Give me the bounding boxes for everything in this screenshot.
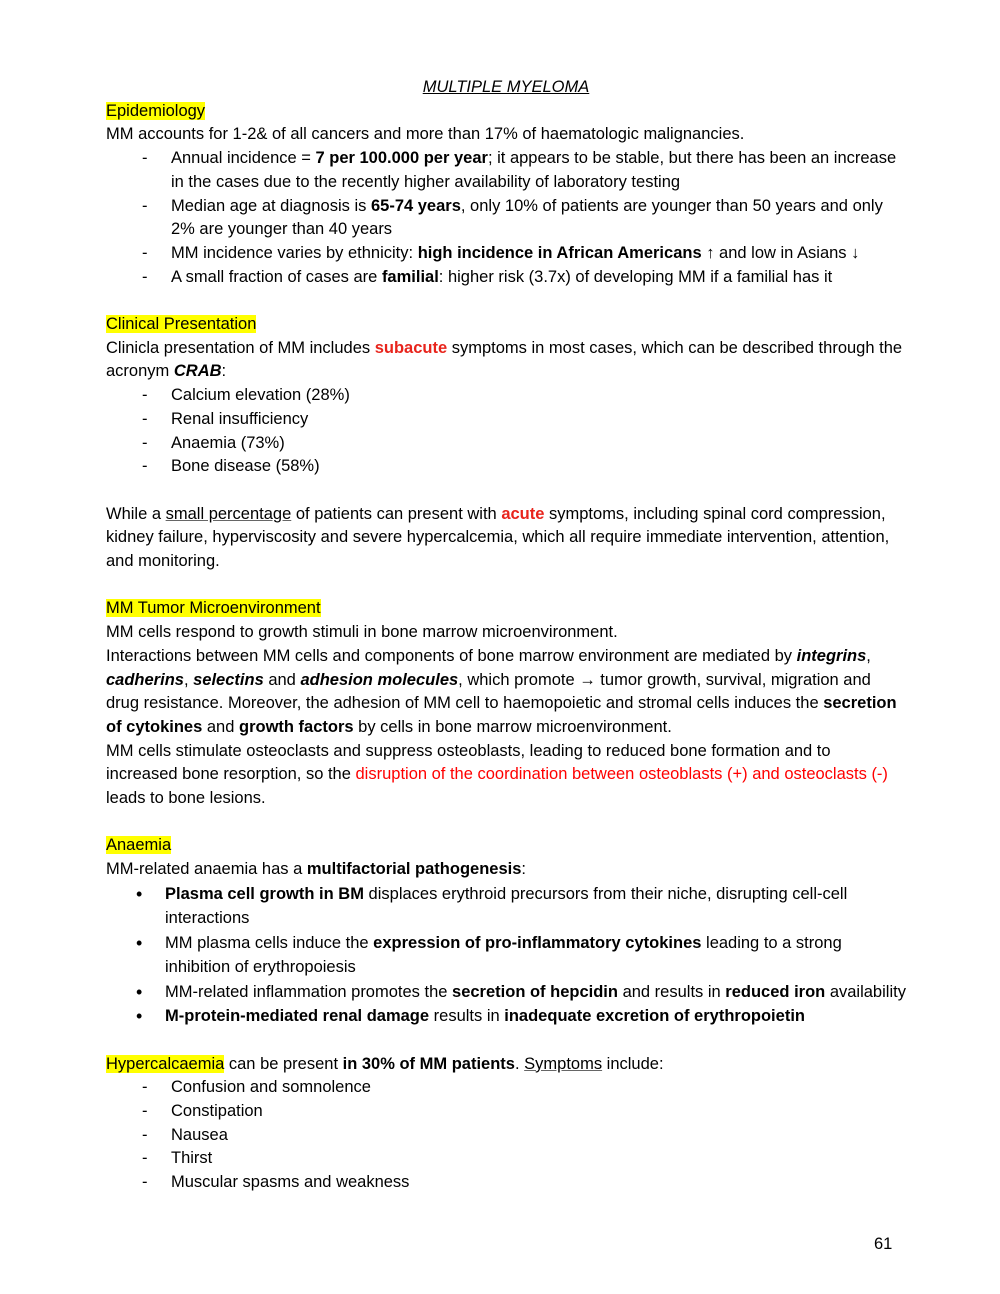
clinical-intro: Clinicla presentation of MM includes subacute symptoms in most cases, which can be described through the acronym CRAB: bbox=[106, 338, 903, 381]
list-item: - Thirst bbox=[106, 1147, 906, 1171]
document-page bbox=[106, 76, 906, 1195]
crab-list bbox=[106, 384, 906, 479]
list-item: - Median age at diagnosis is 65-74 years, only 10% of patients are younger than 50 years and only 2% are younger than 40 years bbox=[106, 195, 906, 242]
hypercalcaemia-symptoms-list bbox=[106, 1076, 906, 1195]
list-item: • MM-related inflammation promotes the secretion of hepcidin and results in reduced iron availability bbox=[106, 980, 906, 1005]
spacer bbox=[106, 289, 906, 313]
list-item: - Calcium elevation (28%) bbox=[106, 384, 906, 408]
epidemiology-intro: MM accounts for 1-2& of all cancers and more than 17% of haematologic malignancies. bbox=[106, 125, 745, 144]
list-item: - Constipation bbox=[106, 1100, 906, 1124]
anaemia-list bbox=[106, 882, 906, 1029]
epidemiology-heading bbox=[106, 100, 906, 124]
anaemia-intro: MM-related anaemia has a multifactorial pathogenesis: bbox=[106, 860, 526, 879]
list-item: - A small fraction of cases are familial: higher risk (3.7x) of developing MM if a familial has it bbox=[106, 266, 906, 290]
list-item: - Renal insufficiency bbox=[106, 408, 906, 432]
list-item: - Anaemia (73%) bbox=[106, 432, 906, 456]
list-item: - Annual incidence = 7 per 100.000 per year; it appears to be stable, but there has been an increase in the cases due to the recently higher availability of laboratory testing bbox=[106, 147, 906, 194]
list-item: - MM incidence varies by ethnicity: high incidence in African Americans ↑ and low in Asians ↓ bbox=[106, 242, 906, 266]
spacer bbox=[106, 811, 906, 835]
list-item: • M-protein-mediated renal damage results in inadequate excretion of erythropoietin bbox=[106, 1004, 906, 1029]
list-item: - Bone disease (58%) bbox=[106, 455, 906, 479]
microenvironment-heading-text: MM Tumor Microenvironment bbox=[106, 599, 321, 618]
list-item: - Muscular spasms and weakness bbox=[106, 1171, 906, 1195]
list-item: • MM plasma cells induce the expression of pro-inflammatory cytokines leading to a strong inhibition of erythropoiesis bbox=[106, 931, 906, 980]
clinical-heading bbox=[106, 313, 906, 337]
hypercalcaemia-heading: Hypercalcaemia bbox=[106, 1054, 225, 1073]
spacer bbox=[106, 1029, 906, 1053]
clinical-acute-paragraph: While a small percentage of patients can present with acute symptoms, including spinal cord compression, kidney failure, hyperviscosity and severe hypercalcemia, which all require immediate intervention, attention, and monitoring. bbox=[106, 504, 890, 571]
spacer bbox=[106, 574, 906, 598]
page-number: 61 bbox=[874, 1235, 893, 1253]
page-title: MULTIPLE MYELOMA bbox=[422, 78, 590, 96]
list-item: - Nausea bbox=[106, 1124, 906, 1148]
list-item: - Confusion and somnolence bbox=[106, 1076, 906, 1100]
spacer bbox=[106, 479, 906, 503]
microenvironment-p3: MM cells stimulate osteoclasts and suppress osteoblasts, leading to reduced bone formation and to increased bone resorption, so the disruption of the coordination between osteoblasts (+) and osteoclasts (-) leads to bone lesions. bbox=[106, 741, 888, 808]
epidemiology-list bbox=[106, 147, 906, 289]
microenvironment-p2: Interactions between MM cells and components of bone marrow environment are mediated by integrins, cadherins, selectins and adhesion molecules, which promote → tumor growth, survival, migration and drug resistance. Moreover, the adhesion of MM cell to haemopoietic and stromal cells induces the secretion of cytokines and growth factors by cells in bone marrow microenvironment. bbox=[106, 646, 897, 736]
microenvironment-heading bbox=[106, 597, 906, 621]
hypercalcaemia-paragraph: Hypercalcaemia can be present in 30% of MM patients. Symptoms include: bbox=[106, 1054, 664, 1073]
anaemia-heading bbox=[106, 834, 906, 858]
anaemia-heading-text: Anaemia bbox=[106, 836, 172, 855]
epidemiology-heading-text: Epidemiology bbox=[106, 101, 206, 120]
microenvironment-p1: MM cells respond to growth stimuli in bone marrow microenvironment. bbox=[106, 623, 618, 642]
clinical-heading-text: Clinical Presentation bbox=[106, 315, 257, 334]
list-item: • Plasma cell growth in BM displaces erythroid precursors from their niche, disrupting cell-cell interactions bbox=[106, 882, 906, 931]
